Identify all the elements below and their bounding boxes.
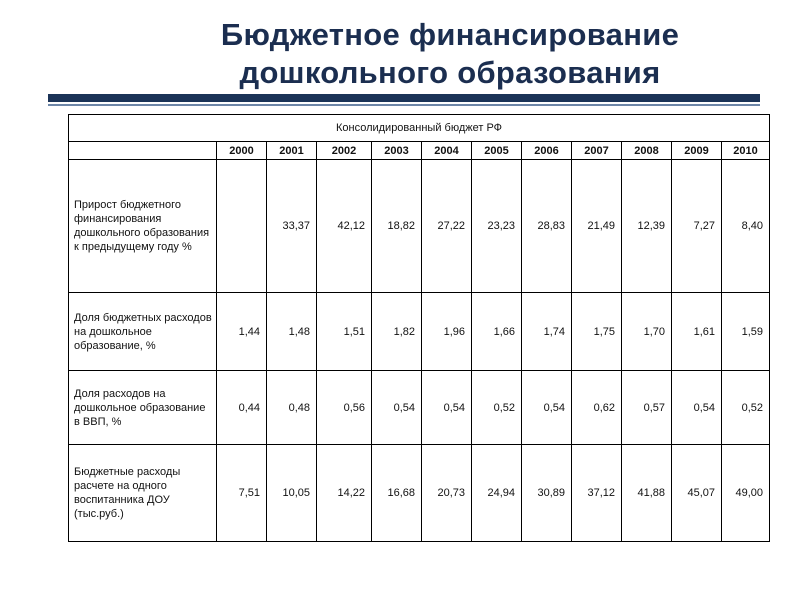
year-header: 2010 [722,142,770,160]
title-underline-thick [48,94,760,102]
row-label: Доля бюджетных расходов на дошкольное образование, % [69,293,217,371]
year-header: 2007 [572,142,622,160]
table-cell: 12,39 [622,160,672,293]
table-cell: 1,75 [572,293,622,371]
table-cell: 42,12 [317,160,372,293]
table-cell: 37,12 [572,445,622,542]
table-cell: 7,51 [217,445,267,542]
table-cell: 0,54 [672,371,722,445]
table-caption-row [69,115,770,142]
table-cell: 0,54 [522,371,572,445]
table-cell: 45,07 [672,445,722,542]
table-cell: 1,82 [372,293,422,371]
row-label: Прирост бюджетного финансирования дошкольного образования к предыдущему году % [69,160,217,293]
table-row [69,445,770,542]
table-cell: 18,82 [372,160,422,293]
table-cell: 14,22 [317,445,372,542]
year-header: 2003 [372,142,422,160]
title-line-2: дошкольного образования [239,55,661,90]
year-header-empty [69,142,217,160]
table-caption: Консолидированный бюджет РФ [69,115,770,142]
year-header: 2000 [217,142,267,160]
table-cell: 1,59 [722,293,770,371]
year-header: 2001 [267,142,317,160]
table-cell: 23,23 [472,160,522,293]
table-cell: 0,48 [267,371,317,445]
table-cell: 0,62 [572,371,622,445]
table-cell: 21,49 [572,160,622,293]
table-cell: 1,44 [217,293,267,371]
row-label: Бюджетные расходы расчете на одного воспитанника ДОУ (тыс.руб.) [69,445,217,542]
year-header: 2009 [672,142,722,160]
table-cell: 1,51 [317,293,372,371]
table-cell: 0,56 [317,371,372,445]
table-cell: 0,44 [217,371,267,445]
table-cell: 28,83 [522,160,572,293]
year-header: 2005 [472,142,522,160]
table-cell: 49,00 [722,445,770,542]
table-cell: 1,61 [672,293,722,371]
table-cell: 20,73 [422,445,472,542]
table-cell: 0,52 [722,371,770,445]
table-cell: 16,68 [372,445,422,542]
table-row [69,371,770,445]
table-cell: 1,48 [267,293,317,371]
table-cell: 7,27 [672,160,722,293]
budget-table [68,114,770,542]
year-header: 2002 [317,142,372,160]
table-cell: 41,88 [622,445,672,542]
table-cell: 1,66 [472,293,522,371]
table-cell: 0,57 [622,371,672,445]
year-header: 2004 [422,142,472,160]
table-row [69,160,770,293]
table-cell: 1,74 [522,293,572,371]
table-cell: 10,05 [267,445,317,542]
table-cell: 30,89 [522,445,572,542]
table-cell [217,160,267,293]
table-row [69,293,770,371]
title-underline-thin [48,104,760,106]
title-line-1: Бюджетное финансирование [220,17,680,52]
table-cell: 24,94 [472,445,522,542]
table-cell: 0,52 [472,371,522,445]
year-header: 2008 [622,142,672,160]
table-cell: 8,40 [722,160,770,293]
table-cell: 1,70 [622,293,672,371]
year-header: 2006 [522,142,572,160]
slide-title [170,16,730,92]
table-cell: 0,54 [422,371,472,445]
table-cell: 1,96 [422,293,472,371]
table-cell: 27,22 [422,160,472,293]
table-cell: 33,37 [267,160,317,293]
table-cell: 0,54 [372,371,422,445]
row-label: Доля расходов на дошкольное образование в ВВП, % [69,371,217,445]
year-header-row [69,142,770,160]
